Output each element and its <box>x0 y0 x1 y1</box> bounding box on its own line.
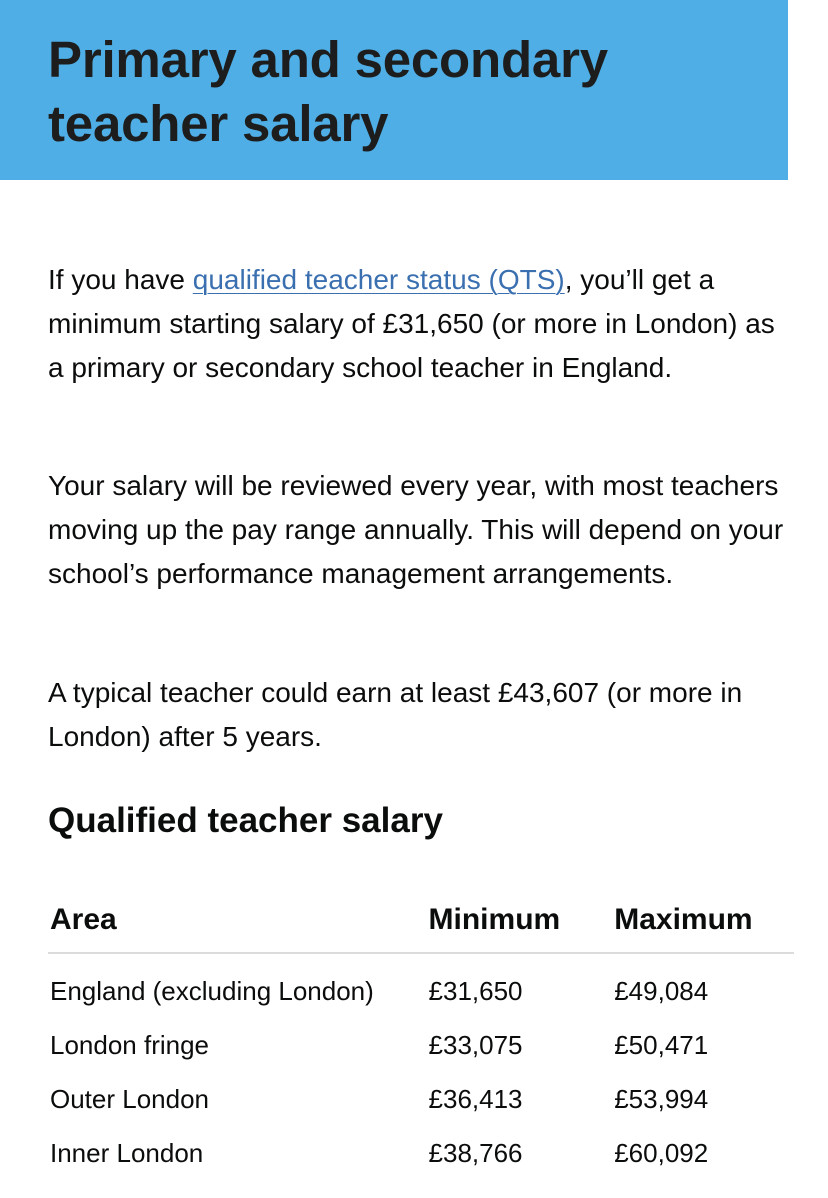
intro-paragraph-qts <box>48 258 788 390</box>
page-title-line2: teacher salary <box>48 95 389 152</box>
intro-p1-prefix: If you have <box>48 264 193 295</box>
area-cell: Inner London <box>50 1137 204 1168</box>
salary-table-header-row <box>48 888 794 953</box>
table-row <box>48 1018 794 1072</box>
maximum-cell: £53,994 <box>614 1083 709 1114</box>
title-banner <box>0 0 788 180</box>
minimum-cell: £33,075 <box>428 1029 523 1060</box>
intro-paragraph-typical: A typical teacher could earn at least £43,607 (or more in London) after 5 years. <box>48 677 743 752</box>
page-title <box>48 28 608 156</box>
minimum-cell: £31,650 <box>428 975 523 1006</box>
salary-table <box>48 888 794 1180</box>
column-header-maximum: Maximum <box>614 888 794 953</box>
column-header-area: Area <box>48 888 429 953</box>
area-cell: London fringe <box>50 1029 210 1060</box>
qts-link[interactable]: qualified teacher status (QTS) <box>192 264 565 295</box>
area-cell: Outer London <box>50 1083 210 1114</box>
table-row <box>48 1072 794 1126</box>
minimum-cell: £38,766 <box>428 1137 523 1168</box>
maximum-cell: £50,471 <box>614 1029 709 1060</box>
page-title-line1: Primary and secondary <box>48 31 608 88</box>
maximum-cell: £60,092 <box>614 1137 709 1168</box>
minimum-cell: £36,413 <box>428 1083 523 1114</box>
maximum-cell: £49,084 <box>614 975 709 1006</box>
column-header-minimum: Minimum <box>429 888 615 953</box>
intro-paragraph-review: Your salary will be reviewed every year, with most teachers moving up the pay range annually. This will depend on your school’s performance management arrangements. <box>48 470 784 589</box>
intro-p1-suffix: , you’ll get a minimum starting salary of £31,650 (or more in London) as a primary or secondary school teacher in England. <box>48 264 775 383</box>
area-cell: England (excluding London) <box>50 975 374 1006</box>
table-row <box>48 1126 794 1180</box>
salary-section-heading: Qualified teacher salary <box>48 801 443 840</box>
table-row <box>48 953 794 1018</box>
